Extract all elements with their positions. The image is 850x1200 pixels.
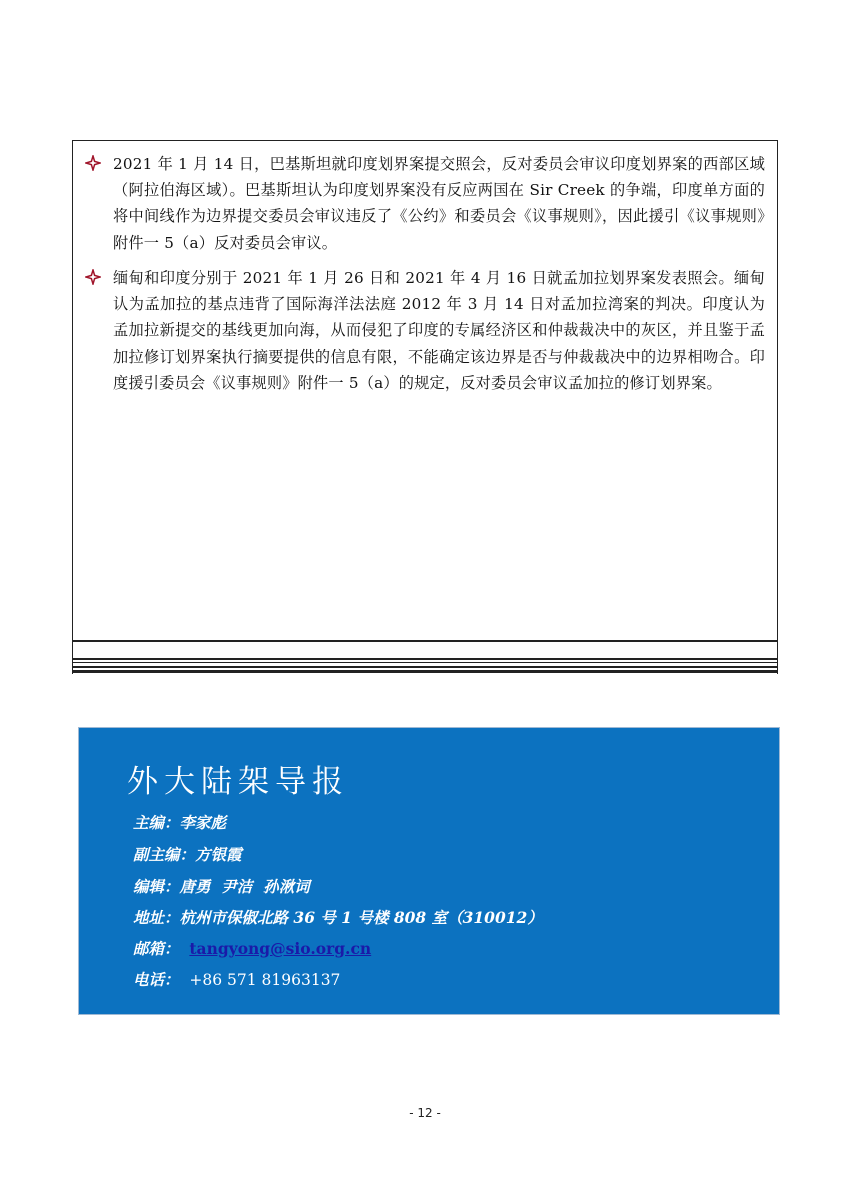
editor-in-chief-value: 李家彪 xyxy=(179,813,227,832)
deputy-editor-value: 方银霞 xyxy=(195,845,242,864)
email-link[interactable]: tangyong@sio.org.cn xyxy=(189,939,372,958)
phone-label: 电话： xyxy=(133,970,180,989)
bullet-text-2: 缅甸和印度分别于 2021 年 1 月 26 日和 2021 年 4 月 16 日就孟加拉划界案发表照会。缅甸认为孟加拉的基点违背了国际海洋法法庭 2012 年 3 月 14 日对孟加拉湾案的判决。印度认为孟加拉新提交的基线更加向海，从而侵犯了印度的专属经济区和仲裁裁决中的灰区，并且鉴于孟加拉修订划界案执行摘要提供的信息有限，不能确定该边界是否与仲裁裁决中的边界相吻合。印度援引委员会《议事规则》附件一 5（a）的规定，反对委员会审议孟加拉的修订划界案。 xyxy=(113,269,765,392)
email-label: 邮箱： xyxy=(133,939,180,958)
bullet-item-1 xyxy=(73,151,777,256)
content-box xyxy=(72,140,778,640)
deputy-editor-line xyxy=(133,843,242,865)
diamond-bullet-icon xyxy=(85,155,101,171)
address-line xyxy=(133,906,543,928)
editors-line xyxy=(133,875,310,897)
colophon-panel xyxy=(78,727,780,1015)
rule-line xyxy=(73,640,777,642)
rule-line xyxy=(73,670,777,673)
diamond-bullet-icon xyxy=(85,269,101,285)
email-line xyxy=(133,937,371,959)
deputy-editor-label: 副主编： xyxy=(133,845,196,864)
editors-value: 唐勇 尹洁 孙湫词 xyxy=(179,877,310,896)
rule-line xyxy=(73,658,777,660)
address-label: 地址： xyxy=(133,908,180,927)
editors-label: 编辑： xyxy=(133,877,180,896)
rule-line xyxy=(73,662,777,663)
bullet-item-2 xyxy=(73,265,777,396)
bullet-text-1: 2021 年 1 月 14 日，巴基斯坦就印度划界案提交照会，反对委员会审议印度划界案的西部区域（阿拉伯海区域）。巴基斯坦认为印度划界案没有反应两国在 Sir Creek 的争端，印度单方面的将中间线作为边界提交委员会审议违反了《公约》和委员会《议事规则》，因此援引《议事规则》附件一 5（a）反对委员会审议。 xyxy=(113,155,765,252)
address-value: 杭州市保俶北路 36 号 1 号楼 808 室（310012） xyxy=(179,908,543,927)
newsletter-title: 外大陆架导报 xyxy=(127,764,349,800)
phone-line xyxy=(133,968,340,990)
phone-value: +86 571 81963137 xyxy=(189,971,341,989)
bottom-rule-block xyxy=(72,640,778,674)
rule-line xyxy=(73,666,777,668)
editor-in-chief-line xyxy=(133,811,226,833)
page-number: - 12 - xyxy=(409,1106,441,1120)
editor-in-chief-label: 主编： xyxy=(133,813,180,832)
